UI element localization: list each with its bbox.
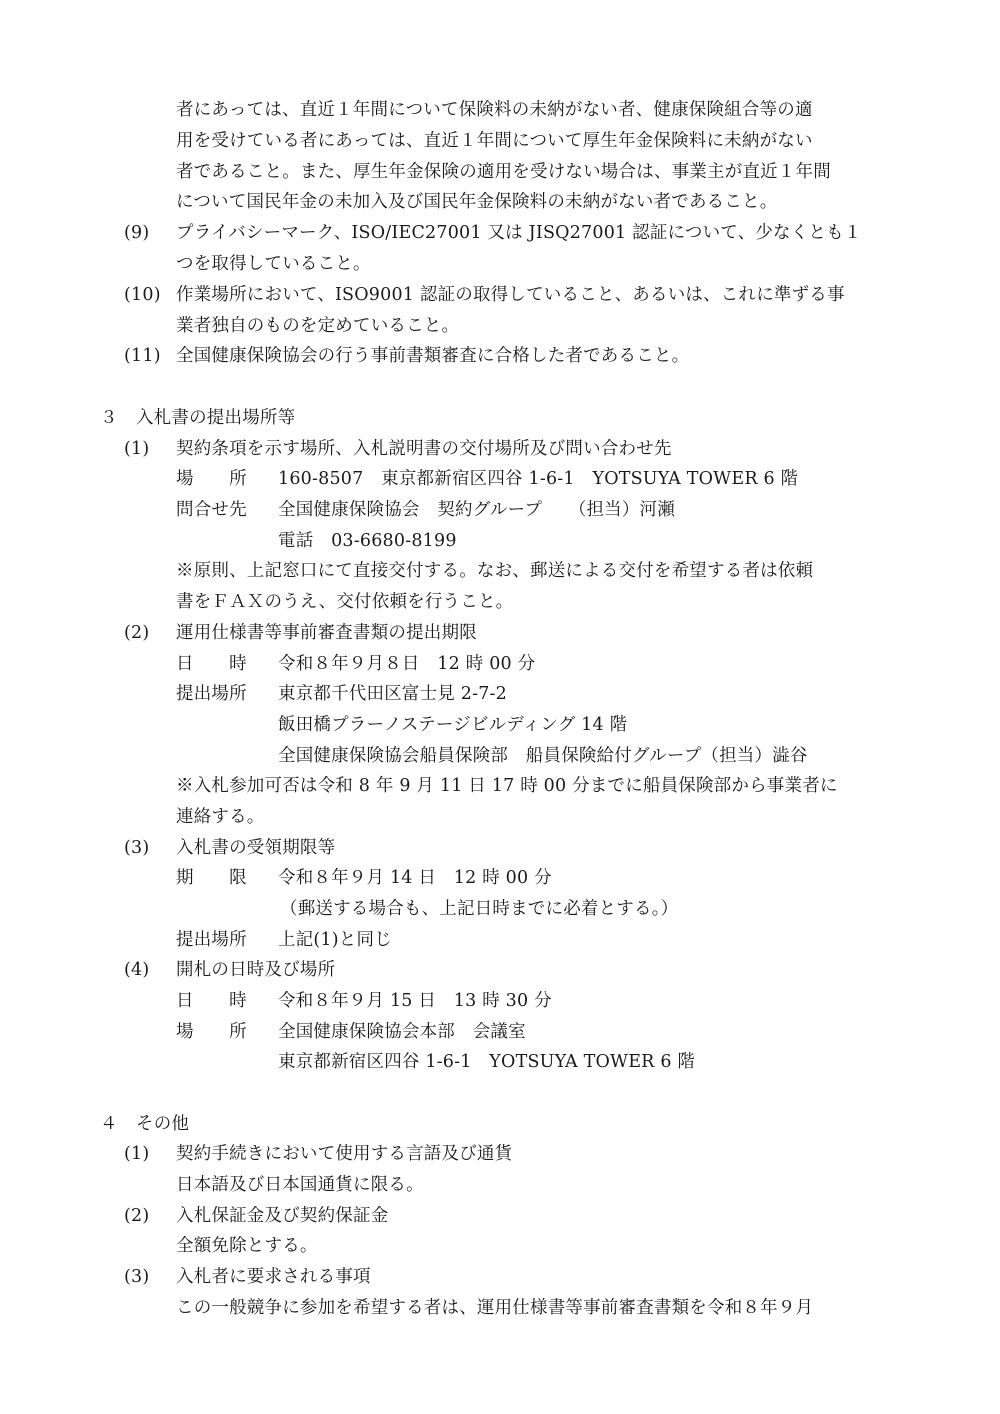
field-label: 提出場所 bbox=[176, 684, 247, 704]
field-value: 上記(1)と同じ bbox=[278, 930, 392, 950]
field-value: 全国健康保険協会船員保険部 船員保険給付グループ（担当）澁谷 bbox=[278, 746, 808, 766]
subsection-number: (3) bbox=[124, 838, 150, 858]
field-label: 日 時 bbox=[176, 654, 247, 674]
item-text: 作業場所において、ISO9001 認証の取得していること、あるいは、これに準ずる事 bbox=[176, 285, 845, 305]
item-text: 業者独自のものを定めていること。 bbox=[176, 316, 460, 336]
paragraph-line: 者にあっては、直近１年間について保険料の未納がない者、健康保険組合等の適 bbox=[176, 100, 813, 120]
note-line: 連絡する。 bbox=[176, 807, 265, 827]
field-note: （郵送する場合も、上記日時までに必着とする。） bbox=[280, 899, 679, 919]
item-text: プライバシーマーク、ISO/IEC27001 又は JISQ27001 認証について、少なくとも１ bbox=[176, 223, 862, 243]
item-number: (10) bbox=[124, 285, 161, 305]
field-label: 期 限 bbox=[176, 868, 247, 888]
subsection-title: 入札保証金及び契約保証金 bbox=[176, 1206, 389, 1226]
subsection-body: 全額免除とする。 bbox=[176, 1236, 318, 1256]
section-number: ３ bbox=[100, 408, 118, 428]
field-value: 全国健康保険協会 契約グループ （担当）河瀬 bbox=[278, 500, 675, 520]
paragraph-line: 用を受けている者にあっては、直近１年間について厚生年金保険料に未納がない bbox=[176, 131, 813, 151]
item-text: つを取得していること。 bbox=[176, 254, 371, 274]
paragraph-line: について国民年金の未加入及び国民年金保険料の未納がない者であること。 bbox=[176, 192, 778, 212]
phone-number: 電話 03-6680-8199 bbox=[278, 531, 457, 551]
subsection-number: (4) bbox=[124, 960, 150, 980]
field-label: 場 所 bbox=[176, 469, 247, 489]
subsection-number: (2) bbox=[124, 623, 150, 643]
item-number: (9) bbox=[124, 223, 150, 243]
field-value: 全国健康保険協会本部 会議室 bbox=[278, 1022, 526, 1042]
section-number: ４ bbox=[100, 1114, 118, 1134]
subsection-title: 運用仕様書等事前審査書類の提出期限 bbox=[176, 623, 477, 643]
subsection-body: 日本語及び日本国通貨に限る。 bbox=[176, 1175, 424, 1195]
field-value: 令和８年９月８日 12 時 00 分 bbox=[278, 654, 536, 674]
item-number: (11) bbox=[124, 346, 161, 366]
note-line: 書をＦＡＸのうえ、交付依頼を行うこと。 bbox=[176, 592, 514, 612]
subsection-title: 契約条項を示す場所、入札説明書の交付場所及び問い合わせ先 bbox=[176, 439, 672, 459]
item-text: 全国健康保険協会の行う事前書類審査に合格した者であること。 bbox=[176, 346, 690, 366]
subsection-number: (1) bbox=[124, 439, 150, 459]
subsection-number: (3) bbox=[124, 1267, 150, 1287]
field-value: 令和８年９月 15 日 13 時 30 分 bbox=[278, 991, 552, 1011]
field-value: 160-8507 東京都新宿区四谷 1-6-1 YOTSUYA TOWER 6 階 bbox=[278, 469, 799, 489]
subsection-body: この一般競争に参加を希望する者は、運用仕様書等事前審査書類を令和８年９月 bbox=[176, 1298, 814, 1318]
field-value: 東京都千代田区富士見 2-7-2 bbox=[278, 684, 507, 704]
section-title: その他 bbox=[136, 1114, 190, 1134]
subsection-title: 開札の日時及び場所 bbox=[176, 960, 336, 980]
subsection-title: 入札者に要求される事項 bbox=[176, 1267, 371, 1287]
subsection-title: 入札書の受領期限等 bbox=[176, 838, 336, 858]
paragraph-line: 者であること。また、厚生年金保険の適用を受けない場合は、事業主が直近１年間 bbox=[176, 162, 831, 182]
field-label: 日 時 bbox=[176, 991, 247, 1011]
subsection-number: (2) bbox=[124, 1206, 150, 1226]
subsection-number: (1) bbox=[124, 1144, 150, 1164]
field-label: 提出場所 bbox=[176, 930, 247, 950]
field-value: 東京都新宿区四谷 1-6-1 YOTSUYA TOWER 6 階 bbox=[278, 1052, 696, 1072]
section-title: 入札書の提出場所等 bbox=[136, 408, 296, 428]
note-line: ※入札参加可否は令和 8 年 9 月 11 日 17 時 00 分までに船員保険部から事業者に bbox=[176, 776, 838, 796]
note-line: ※原則、上記窓口にて直接交付する。なお、郵送による交付を希望する者は依頼 bbox=[176, 561, 814, 581]
field-label: 場 所 bbox=[176, 1022, 247, 1042]
field-value: 飯田橋プラーノステージビルディング 14 階 bbox=[278, 715, 628, 735]
field-value: 令和８年９月 14 日 12 時 00 分 bbox=[278, 868, 552, 888]
subsection-title: 契約手続きにおいて使用する言語及び通貨 bbox=[176, 1144, 513, 1164]
field-label: 問合せ先 bbox=[176, 500, 247, 520]
